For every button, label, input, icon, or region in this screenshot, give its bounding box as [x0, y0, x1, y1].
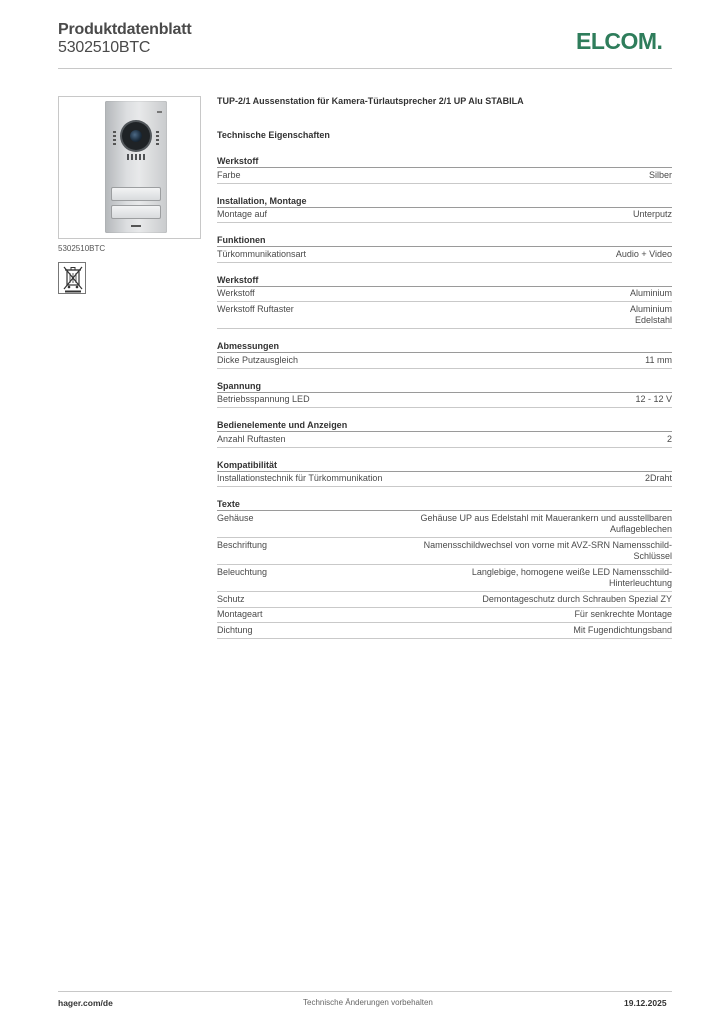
spec-row	[217, 393, 672, 409]
weee-symbol	[58, 262, 86, 294]
footer-website: hager.com/de	[58, 998, 113, 1008]
spec-value: Langlebige, homogene weiße LED Namensschild- Hinterleuchtung	[471, 566, 672, 588]
spec-group-title: Kompatibilität	[217, 459, 672, 472]
article-number: 5302510BTC	[58, 39, 151, 56]
spec-row	[217, 592, 672, 608]
spec-group-title: Werkstoff	[217, 274, 672, 287]
spec-value: 12 - 12 V	[635, 394, 672, 404]
spec-label: Farbe	[217, 169, 241, 180]
spec-group	[217, 419, 672, 448]
spec-label: Beleuchtung	[217, 566, 268, 577]
spec-group	[217, 234, 672, 263]
spec-value: Silber	[648, 169, 672, 180]
spec-label: Montageart	[217, 609, 263, 619]
document-title: Produktdatenblatt	[58, 21, 192, 38]
spec-value: 2	[666, 433, 672, 444]
crossed-out-bin-icon	[62, 265, 84, 293]
group-spacer	[217, 223, 672, 234]
spec-row	[217, 538, 672, 565]
spec-group	[217, 155, 672, 184]
spec-group	[217, 380, 672, 409]
spec-value: Mit Fugendichtungsband	[573, 624, 672, 635]
brand-logo: ELCOM.	[576, 28, 663, 54]
spec-group-title: Installation, Montage	[217, 195, 672, 208]
footer-date: 19.12.2025	[624, 998, 667, 1008]
spec-label: Türkommunikationsart	[217, 248, 307, 259]
spec-row	[217, 168, 672, 184]
spec-value: 11 mm	[645, 354, 672, 365]
spec-row	[217, 432, 672, 448]
spec-row	[217, 511, 672, 538]
spec-row	[217, 608, 672, 624]
spec-label: Schutz	[217, 593, 245, 604]
product-image	[58, 96, 201, 239]
spec-group-title: Bedienelemente und Anzeigen	[217, 419, 672, 432]
spec-row	[217, 287, 672, 303]
group-spacer	[217, 263, 672, 274]
image-caption: 5302510BTC	[58, 244, 106, 253]
footer-notice: Technische Änderungen vorbehalten	[303, 998, 433, 1007]
footer-divider	[58, 991, 672, 992]
spec-label: Werkstoff Ruftaster	[217, 303, 294, 314]
group-spacer	[217, 369, 672, 380]
spec-row	[217, 353, 672, 369]
door-station-illustration	[99, 97, 173, 238]
spec-group	[217, 459, 672, 488]
group-spacer	[217, 408, 672, 419]
group-spacer	[217, 329, 672, 340]
spec-row	[217, 565, 672, 592]
spec-label: Installationstechnik für Türkommunikation	[217, 473, 383, 483]
microphone-holes	[113, 131, 116, 145]
camera-lens	[130, 130, 142, 142]
spec-group-title: Spannung	[217, 380, 672, 393]
spec-label: Anzahl Ruftasten	[217, 433, 286, 444]
spec-label: Montage auf	[217, 209, 268, 219]
speaker-grille	[127, 154, 145, 160]
spec-row	[217, 208, 672, 224]
front-plate	[105, 101, 167, 233]
spec-value: Demontageschutz durch Schrauben Spezial ZY	[482, 593, 672, 604]
spec-value: Unterputz	[632, 209, 672, 219]
spec-value: Für senkrechte Montage	[574, 609, 672, 619]
spec-group	[217, 195, 672, 224]
spec-group-title: Funktionen	[217, 234, 672, 247]
spec-label: Beschriftung	[217, 539, 268, 550]
spec-value: Gehäuse UP aus Edelstahl mit Mauerankern und ausstellbaren Auflageblechen	[420, 512, 672, 534]
spec-value: 2Draht	[644, 473, 672, 483]
spec-label: Dicke Putzausgleich	[217, 354, 299, 365]
call-button-1	[111, 187, 161, 201]
spec-table	[217, 155, 672, 639]
spec-group	[217, 498, 672, 639]
spec-row	[217, 472, 672, 488]
microphone-holes-right	[156, 131, 159, 145]
call-button-2	[111, 205, 161, 219]
group-spacer	[217, 487, 672, 498]
spec-label: Gehäuse	[217, 512, 254, 523]
spec-row	[217, 247, 672, 263]
group-spacer	[217, 184, 672, 195]
spec-group-title: Abmessungen	[217, 340, 672, 353]
spec-value: Aluminium	[629, 288, 672, 298]
spec-row	[217, 623, 672, 639]
spec-row	[217, 302, 672, 329]
spec-label: Werkstoff	[217, 288, 255, 298]
spec-group	[217, 274, 672, 330]
plate-logo	[131, 225, 141, 227]
spec-group-title: Texte	[217, 498, 672, 511]
product-name: TUP-2/1 Aussenstation für Kamera-Türlautsprecher 2/1 UP Alu STABILA	[217, 96, 524, 106]
header-divider	[58, 68, 672, 69]
spec-label: Dichtung	[217, 624, 253, 635]
section-heading: Technische Eigenschaften	[217, 130, 330, 140]
plate-marking	[157, 111, 162, 113]
spec-value: Namensschildwechsel von vorne mit AVZ-SRN Namensschild- Schlüssel	[423, 539, 672, 561]
spec-value: Audio + Video	[615, 248, 672, 259]
group-spacer	[217, 448, 672, 459]
spec-group	[217, 340, 672, 369]
spec-label: Betriebsspannung LED	[217, 394, 310, 404]
spec-value: Aluminium Edelstahl	[629, 303, 672, 325]
spec-group-title: Werkstoff	[217, 155, 672, 168]
